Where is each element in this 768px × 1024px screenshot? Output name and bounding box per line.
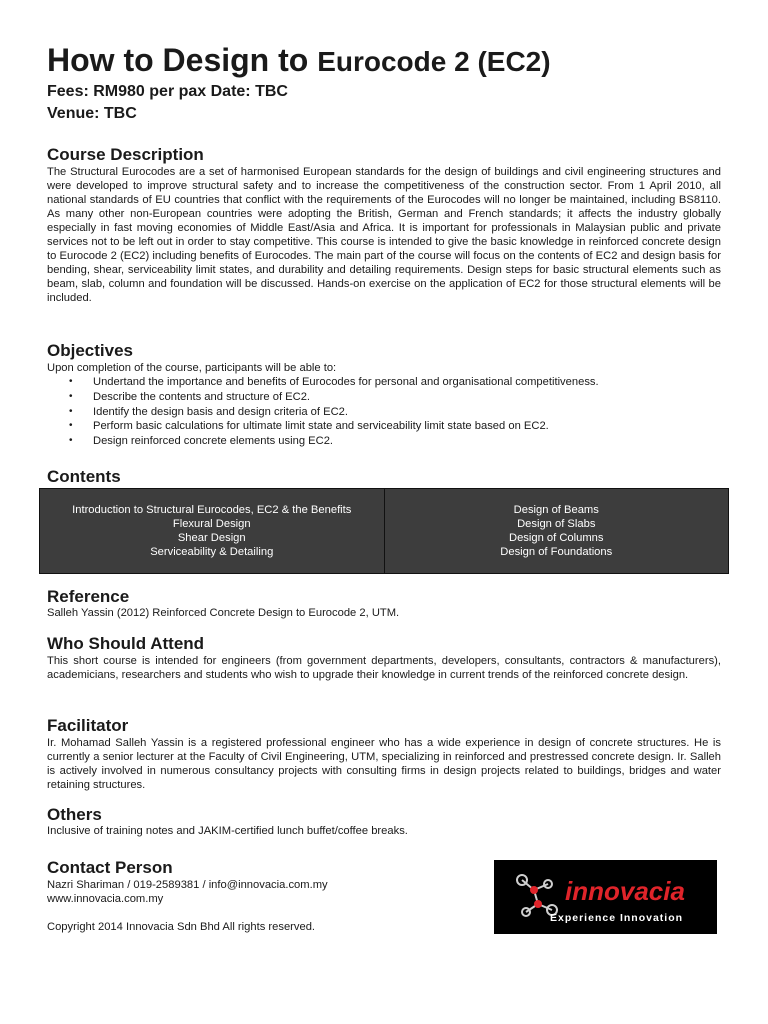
who-should-attend-text: This short course is intended for engineers (from government departments, developers, consultants, contractors & manufacturers), academicians, researchers and students who wish to upgrade their knowledge in current trends of the reinforced concrete design. [47, 655, 721, 681]
bullet-icon: • [69, 390, 73, 402]
reference-heading: Reference [47, 587, 130, 606]
contents-column-right [384, 489, 729, 573]
list-item [47, 390, 599, 405]
contents-heading: Contents [47, 467, 121, 486]
page-title [47, 40, 551, 82]
course-description-text: The Structural Eurocodes are a set of harmonised European standards for the design of buildings and civil engineering structures and were developed to improve structural safety and to increase the competitiveness of the construction sector. From 1 April 2010, all national standards of EU countries that conflict with the requirements of the Eurocodes will no longer be maintained, including BS8110. As many other non-European countries were adopting the British, German and French standards; it affects the industry globally especially in fast moving economies of Middle East/Asia and Africa. It is important for professionals in Malaysian public and private services not to be left out in order to stay competitive. This course is intended to give the basic knowledge in reinforced concrete design to Eurocode 2 (EC2) including benefits of Eurocodes. The main part of the course will focus on the contents of EC2 and design basis for bending, shear, serviceability limit states, and durability and detailing requirements. Design steps for basic structural elements such as beam, slab, column and foundation will be discussed. Hands-on exercise on the application of EC2 for those structural elements will be included. [47, 166, 721, 304]
contents-item: Serviceability & Detailing [150, 546, 274, 558]
objectives-intro: Upon completion of the course, participants will be able to: [47, 362, 337, 374]
contents-item: Design of Foundations [500, 546, 613, 558]
bullet-icon: • [69, 405, 73, 417]
others-heading: Others [47, 805, 102, 824]
objectives-list [47, 375, 599, 449]
facilitator-heading: Facilitator [47, 716, 129, 735]
objective-text: Describe the contents and structure of EC2. [93, 390, 311, 403]
contents-item: Flexural Design [172, 518, 251, 530]
contact-website: www.innovacia.com.my [47, 893, 164, 905]
title-sub: Eurocode 2 (EC2) [317, 46, 551, 77]
contents-column-left [40, 489, 384, 573]
list-item [47, 434, 599, 449]
objective-text: Perform basic calculations for ultimate limit state and serviceability limit state based on EC2. [93, 420, 549, 433]
logo-tagline: Experience Innovation [550, 912, 684, 924]
list-item [47, 375, 599, 390]
bullet-icon: • [69, 435, 73, 447]
title-main: How to Design to [47, 42, 309, 78]
facilitator-text: Ir. Mohamad Salleh Yassin is a registered professional engineer who has a wide experience in design of concrete structures. He is currently a senior lecturer at the Faculty of Civil Engineering, UTM, specializing in reinforced and prestressed concrete design. Ir. Salleh is actively involved in numerous consultancy projects with consulting firms in design projects related to buildings, bridges and water retaining structures. [47, 737, 721, 791]
contents-item: Design of Columns [508, 532, 604, 544]
course-description-heading: Course Description [47, 145, 204, 164]
contact-details: Nazri Shariman / 019-2589381 / info@innovacia.com.my [47, 879, 328, 891]
contents-item: Design of Slabs [517, 518, 596, 530]
list-item [47, 419, 599, 434]
contents-item: Design of Beams [513, 504, 599, 516]
venue: Venue: TBC [47, 105, 137, 122]
list-item [47, 405, 599, 420]
objective-text: Identify the design basis and design criteria of EC2. [93, 405, 348, 418]
fees-date: Fees: RM980 per pax Date: TBC [47, 83, 288, 100]
contents-table [39, 488, 729, 574]
others-text: Inclusive of training notes and JAKIM-certified lunch buffet/coffee breaks. [47, 825, 408, 837]
who-should-attend-heading: Who Should Attend [47, 634, 205, 653]
bullet-icon: • [69, 376, 73, 387]
reference-text: Salleh Yassin (2012) Reinforced Concrete Design to Eurocode 2, UTM. [47, 607, 400, 619]
objective-text: Design reinforced concrete elements using EC2. [93, 435, 334, 448]
contents-item: Shear Design [177, 532, 246, 544]
contents-item: Introduction to Structural Eurocodes, EC2 & the Benefits [72, 504, 352, 516]
bullet-icon: • [69, 420, 73, 432]
contact-heading: Contact Person [47, 858, 173, 877]
copyright: Copyright 2014 Innovacia Sdn Bhd All rights reserved. [47, 921, 316, 933]
objective-text: Undertand the importance and benefits of Eurocodes for personal and organisational competitiveness. [93, 376, 599, 388]
logo-name: innovacia [565, 876, 685, 906]
innovacia-logo [494, 860, 717, 934]
objectives-heading: Objectives [47, 341, 133, 360]
